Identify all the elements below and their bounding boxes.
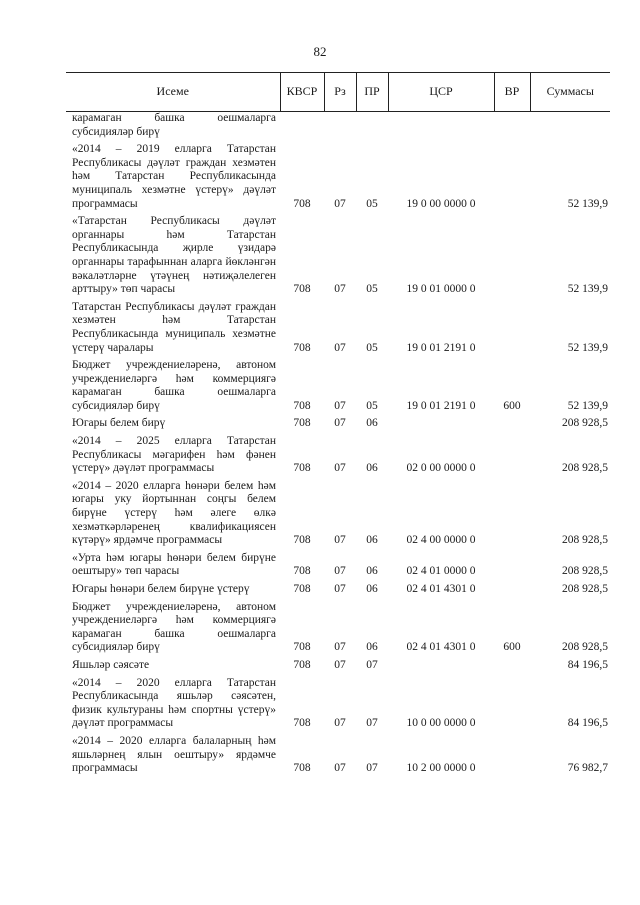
row-name: Югары белем бирү (72, 417, 166, 430)
row-vr (494, 583, 530, 601)
row-rz: 07 (334, 283, 346, 296)
row-csr: 10 0 00 0000 0 (406, 717, 476, 730)
header-sum: Суммасы (530, 73, 610, 112)
row-name: карамаган башка оешмаларга субсидияләр бирү (72, 112, 276, 138)
row-name: «2014 – 2020 елларга һөнәри белем һәм югары уку йортыннан соңгы белем бирүне үстерү һәм әлеге өлкә хезмәткәрләренең квалификациясен күтәрү» ярдәмче программасы (72, 479, 276, 547)
row-vr (494, 215, 530, 301)
row-pr: 07 (366, 762, 378, 775)
header-pr: ПР (356, 73, 388, 112)
table-row (66, 659, 610, 677)
row-rz: 07 (334, 534, 346, 547)
row-vr (494, 480, 530, 552)
row-sum: 52 139,9 (567, 283, 608, 296)
row-csr: 19 0 01 2191 0 (406, 341, 476, 354)
row-name: «2014 – 2020 елларга балаларның һәм яшьләрнең ялын оештыру» ярдәмче программасы (72, 734, 276, 775)
row-csr: 02 4 01 4301 0 (406, 583, 476, 595)
row-vr (494, 417, 530, 435)
row-rz: 07 (334, 583, 346, 595)
row-csr (388, 659, 494, 677)
row-sum: 208 928,5 (562, 583, 608, 595)
row-name: «Татарстан Республикасы дәүләт органнары һәм Татарстан Республикасында җирле үзидарә органнары тарафыннан аларга йөкләнгән вәкаләтләрне үтәүнең нәтиҗәлелеген арттыру» төп чарасы (72, 215, 276, 296)
table-row (66, 112, 610, 144)
row-vr: 600 (503, 641, 521, 654)
header-vr: ВР (494, 73, 530, 112)
table-row (66, 215, 610, 301)
row-rz: 07 (334, 462, 346, 475)
row-sum: 52 139,9 (567, 341, 608, 354)
table-row (66, 583, 610, 601)
row-rz: 07 (334, 658, 346, 671)
row-csr: 19 0 01 0000 0 (406, 283, 476, 296)
row-vr (494, 735, 530, 780)
row-pr: 05 (366, 197, 378, 210)
row-vr (494, 552, 530, 583)
row-rz: 07 (334, 417, 346, 430)
row-sum: 208 928,5 (562, 462, 608, 475)
row-kvsr: 708 (293, 462, 311, 475)
row-vr: 600 (503, 399, 521, 412)
row-pr: 06 (366, 583, 378, 595)
row-kvsr: 708 (293, 534, 311, 547)
row-name: Югары һөнәри белем бирүне үстерү (72, 583, 250, 595)
row-kvsr: 708 (293, 641, 311, 654)
row-sum: 76 982,7 (567, 762, 608, 775)
row-rz: 07 (334, 341, 346, 354)
row-sum: 208 928,5 (562, 641, 608, 654)
row-pr: 06 (366, 534, 378, 547)
row-kvsr: 708 (293, 197, 311, 210)
row-vr (494, 112, 530, 144)
header-name: Исеме (66, 73, 280, 112)
row-name: Бюджет учреждениеләренә, автоном учреждениеләргә һәм коммерциягә карамаган башка оешмаларга субсидияләр бирү (72, 359, 276, 412)
row-name: «Урта һәм югары һөнәри белем бирүне оештыру» төп чарасы (72, 551, 276, 578)
row-pr: 07 (366, 717, 378, 730)
row-rz: 07 (334, 565, 346, 578)
row-csr: 02 4 00 0000 0 (406, 534, 476, 547)
table-row (66, 435, 610, 480)
row-kvsr (280, 112, 324, 144)
row-name: Бюджет учреждениеләренә, автоном учреждениеләргә һәм коммерциягә карамаган башка оешмаларга субсидияләр бирү (72, 600, 276, 654)
row-pr: 06 (366, 462, 378, 475)
row-rz: 07 (334, 197, 346, 210)
row-sum: 208 928,5 (562, 565, 608, 578)
row-csr: 19 0 00 0000 0 (406, 197, 476, 210)
row-sum: 208 928,5 (562, 417, 608, 430)
budget-table (66, 72, 610, 780)
header-csr: ЦСР (388, 73, 494, 112)
row-sum (530, 112, 610, 144)
row-sum: 52 139,9 (567, 197, 608, 210)
page-number: 82 (313, 44, 327, 59)
row-kvsr: 708 (293, 283, 311, 296)
table-row (66, 677, 610, 735)
row-vr (494, 659, 530, 677)
row-name: «2014 – 2020 елларга Татарстан Республикасында яшьләр сәясәтен, физик культураны һәм спортны үстерү» дәүләт программасы (72, 676, 276, 730)
row-rz: 07 (334, 717, 346, 730)
row-name: «2014 – 2019 елларга Татарстан Республикасы дәүләт граждан хезмәтен һәм Татарстан Республикасында муниципаль хезмәтне үстерү» дәүләт программасы (72, 143, 276, 210)
row-csr: 02 4 01 0000 0 (406, 565, 476, 578)
row-csr: 02 4 01 4301 0 (406, 641, 476, 654)
table-row (66, 301, 610, 359)
row-vr (494, 143, 530, 215)
row-pr: 06 (366, 417, 378, 430)
row-kvsr: 708 (293, 399, 311, 412)
table-row (66, 480, 610, 552)
row-name: Татарстан Республикасы дәүләт граждан хезмәтен һәм Татарстан Республикасында муниципаль хезмәтне үстерү чаралары (72, 300, 276, 354)
header-rz: Рз (324, 73, 356, 112)
row-kvsr: 708 (293, 658, 311, 671)
row-pr: 05 (366, 283, 378, 296)
row-pr: 05 (366, 341, 378, 354)
table-row (66, 601, 610, 659)
row-pr: 05 (366, 399, 378, 412)
table-row (66, 143, 610, 215)
row-pr (356, 112, 388, 144)
row-kvsr: 708 (293, 417, 311, 430)
row-pr: 06 (366, 641, 378, 654)
row-sum: 84 196,5 (567, 717, 608, 730)
row-vr (494, 301, 530, 359)
row-sum: 208 928,5 (562, 534, 608, 547)
row-kvsr: 708 (293, 341, 311, 354)
row-rz (324, 112, 356, 144)
row-rz: 07 (334, 399, 346, 412)
row-kvsr: 708 (293, 583, 311, 595)
row-csr (388, 112, 494, 144)
row-sum: 84 196,5 (567, 658, 608, 671)
row-kvsr: 708 (293, 565, 311, 578)
row-rz: 07 (334, 762, 346, 775)
table-row (66, 417, 610, 435)
header-kvsr: КВСР (280, 73, 324, 112)
row-csr: 02 0 00 0000 0 (406, 462, 476, 475)
row-csr (388, 417, 494, 435)
row-csr: 10 2 00 0000 0 (406, 762, 476, 775)
row-vr (494, 435, 530, 480)
row-name: «2014 – 2025 елларга Татарстан Республикасы мәгарифен һәм фәнен үстерү» дәүләт программасы (72, 435, 276, 475)
row-pr: 07 (366, 658, 378, 671)
row-sum: 52 139,9 (567, 399, 608, 412)
row-pr: 06 (366, 565, 378, 578)
row-rz: 07 (334, 641, 346, 654)
table-row (66, 735, 610, 780)
row-name: Яшьләр сәясәте (72, 658, 150, 671)
row-csr: 19 0 01 2191 0 (406, 399, 476, 412)
table-row (66, 359, 610, 417)
row-kvsr: 708 (293, 717, 311, 730)
table-body (66, 112, 610, 780)
row-vr (494, 677, 530, 735)
row-kvsr: 708 (293, 762, 311, 775)
table-row (66, 552, 610, 583)
table-header-row (66, 73, 610, 112)
